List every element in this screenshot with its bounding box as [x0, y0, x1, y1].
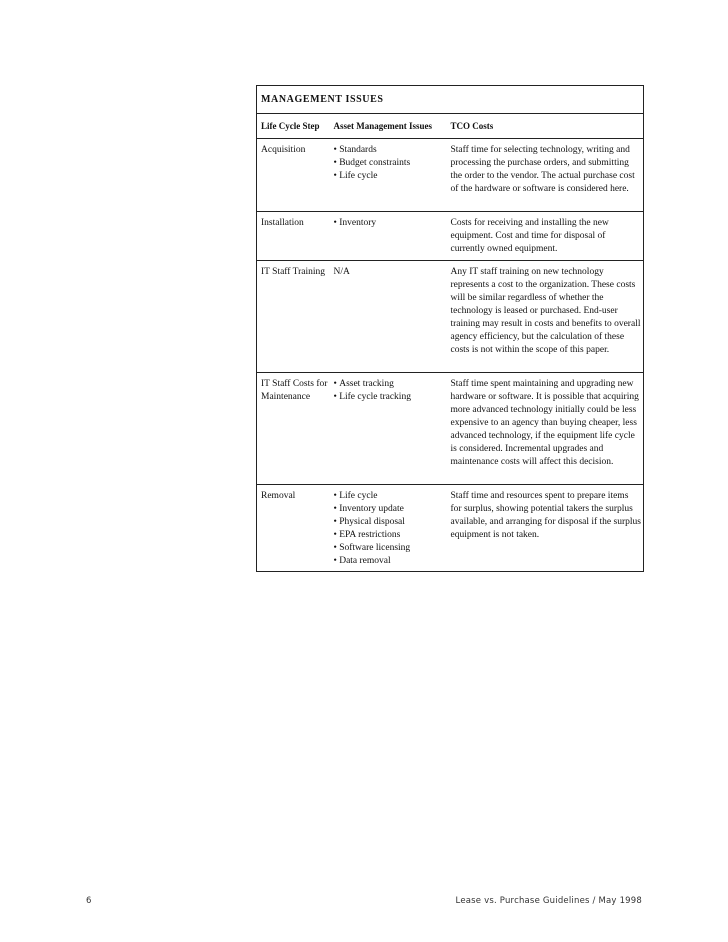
- issue-item: • Budget constraints: [334, 157, 447, 170]
- row-step: IT Staff Costs for Maintenance: [257, 373, 331, 485]
- row-tco: Any IT staff training on new technology represents a cost to the organization. These costs will be similar regardless of whether the technology is leased or purchased. End-user training may result in costs and benefits to overall agency efficiency, but the calculation of these costs is not within the scope of this paper.: [447, 261, 644, 373]
- header-tco-costs: TCO Costs: [447, 114, 644, 139]
- table-row: [257, 261, 644, 373]
- table-header-row: [257, 114, 644, 139]
- issue-item: • Life cycle: [334, 170, 447, 183]
- table-row: [257, 139, 644, 212]
- row-tco: Staff time spent maintaining and upgrading new hardware or software. It is possible that acquiring more advanced technology initially could be less expensive to an agency than buying cheaper, less advanced technology, if the equipment life cycle is considered. Incremental upgrades and maintenance costs will affect this decision.: [447, 373, 644, 485]
- issue-item: • Life cycle: [334, 490, 447, 503]
- issue-item: • Asset tracking: [334, 378, 447, 391]
- issue-item: • Standards: [334, 144, 447, 157]
- issue-item: • Software licensing: [334, 542, 447, 555]
- row-step: Acquisition: [257, 139, 331, 212]
- issue-item: • Data removal: [334, 555, 447, 568]
- row-step: Installation: [257, 212, 331, 261]
- issue-item: • EPA restrictions: [334, 529, 447, 542]
- issue-item: • Life cycle tracking: [334, 391, 447, 404]
- header-life-cycle-step: Life Cycle Step: [257, 114, 331, 139]
- row-issues: [331, 212, 447, 261]
- running-footer-title: Lease vs. Purchase Guidelines / May 1998: [455, 896, 642, 906]
- table-row: [257, 373, 644, 485]
- issue-item: • Inventory update: [334, 503, 447, 516]
- issue-item: • Inventory: [334, 217, 447, 230]
- table-row: [257, 485, 644, 572]
- issue-item: • Physical disposal: [334, 516, 447, 529]
- row-issues: [331, 139, 447, 212]
- row-issues: N/A: [331, 261, 447, 373]
- management-issues-table: [256, 85, 644, 572]
- table-row: [257, 212, 644, 261]
- table-title-row: [257, 86, 644, 114]
- row-issues: [331, 373, 447, 485]
- row-tco: Staff time for selecting technology, writing and processing the purchase orders, and submitting the order to the vendor. The actual purchase cost of the hardware or software is considered here.: [447, 139, 644, 212]
- header-asset-management-issues: Asset Management Issues: [331, 114, 447, 139]
- table-title: MANAGEMENT ISSUES: [257, 86, 644, 114]
- row-tco: Costs for receiving and installing the new equipment. Cost and time for disposal of currently owned equipment.: [447, 212, 644, 261]
- row-issues: [331, 485, 447, 572]
- row-step: Removal: [257, 485, 331, 572]
- row-step: IT Staff Training: [257, 261, 331, 373]
- page-number: 6: [86, 896, 92, 906]
- row-tco: Staff time and resources spent to prepare items for surplus, showing potential takers the surplus available, and arranging for disposal if the surplus equipment is not taken.: [447, 485, 644, 572]
